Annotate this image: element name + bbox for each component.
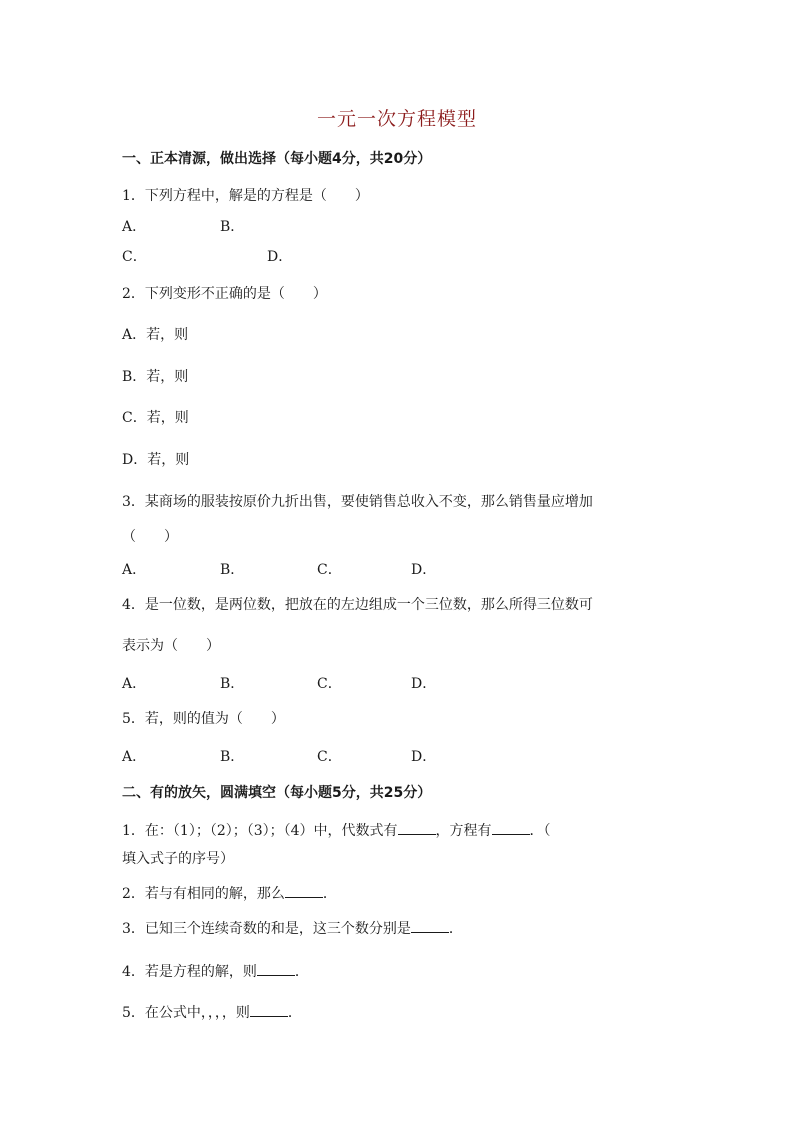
q1-2-option-d: D．若，则 xyxy=(122,452,190,468)
q1-5-text: 5．若，则的值为（ ） xyxy=(122,711,285,727)
q2-2-text-b: ． xyxy=(322,886,337,902)
q2-1-text-a: 1．在：（1）；（2）；（3）；（4）中，代数式有 xyxy=(122,823,398,839)
q1-2-text: 2．下列变形不正确的是（ ） xyxy=(122,286,327,302)
answer-blank xyxy=(257,961,295,976)
option-b: B． xyxy=(220,219,245,235)
option-d: D． xyxy=(267,249,293,265)
option-c: C． xyxy=(317,676,342,692)
option-d: D． xyxy=(411,562,437,578)
section2-heading: 二、有的放矢，圆满填空（每小题5分，共25分） xyxy=(122,785,432,801)
option-b: B． xyxy=(220,562,245,578)
option-a: A． xyxy=(122,676,147,692)
q2-1-line2: 填入式子的序号） xyxy=(122,851,234,867)
q2-3-text-b: ． xyxy=(448,921,463,937)
q2-3 xyxy=(122,918,463,938)
option-a: A． xyxy=(122,219,147,235)
q2-3-text-a: 3．已知三个连续奇数的和是，这三个数分别是 xyxy=(122,921,411,937)
q2-4-text-a: 4．若是方程的解，则 xyxy=(122,964,257,980)
q1-2-option-b: B．若，则 xyxy=(122,369,189,385)
q2-1-line1 xyxy=(122,820,551,840)
option-d: D． xyxy=(411,749,437,765)
answer-blank xyxy=(492,820,530,835)
answer-blank xyxy=(250,1002,288,1017)
q2-2 xyxy=(122,883,337,903)
q2-5 xyxy=(122,1002,302,1022)
answer-blank xyxy=(285,883,323,898)
option-a: A． xyxy=(122,562,147,578)
option-b: B． xyxy=(220,676,245,692)
option-c: C． xyxy=(122,249,147,265)
document-title: 一元一次方程模型 xyxy=(316,108,477,130)
q2-5-text-b: ． xyxy=(287,1005,302,1021)
q1-4-text-line2: 表示为（ ） xyxy=(122,638,220,654)
option-c: C． xyxy=(317,562,342,578)
answer-blank xyxy=(398,820,436,835)
q1-2-option-c: C．若，则 xyxy=(122,410,189,426)
q1-1-text: 1．下列方程中，解是的方程是（ ） xyxy=(122,188,369,204)
q2-2-text-a: 2．若与有相同的解，那么 xyxy=(122,886,285,902)
option-d: D． xyxy=(411,676,437,692)
q2-4 xyxy=(122,961,309,981)
q1-2-option-a: A．若，则 xyxy=(122,327,189,343)
q2-5-text-a: 5．在公式中，，，，则 xyxy=(122,1005,250,1021)
option-b: B． xyxy=(220,749,245,765)
q1-3-paren: （ ） xyxy=(122,529,178,545)
q1-4-text-line1: 4．是一位数，是两位数，把放在的左边组成一个三位数，那么所得三位数可 xyxy=(122,597,593,613)
section1-heading: 一、正本清源，做出选择（每小题4分，共20分） xyxy=(122,151,432,167)
option-a: A． xyxy=(122,749,147,765)
q2-4-text-b: ． xyxy=(294,964,309,980)
q1-3-text: 3．某商场的服装按原价九折出售，要使销售总收入不变，那么销售量应增加 xyxy=(122,494,593,510)
q2-1-text-b: ，方程有 xyxy=(435,823,492,839)
option-c: C． xyxy=(317,749,342,765)
answer-blank xyxy=(411,918,449,933)
q2-1-text-c: ．（ xyxy=(529,823,551,839)
